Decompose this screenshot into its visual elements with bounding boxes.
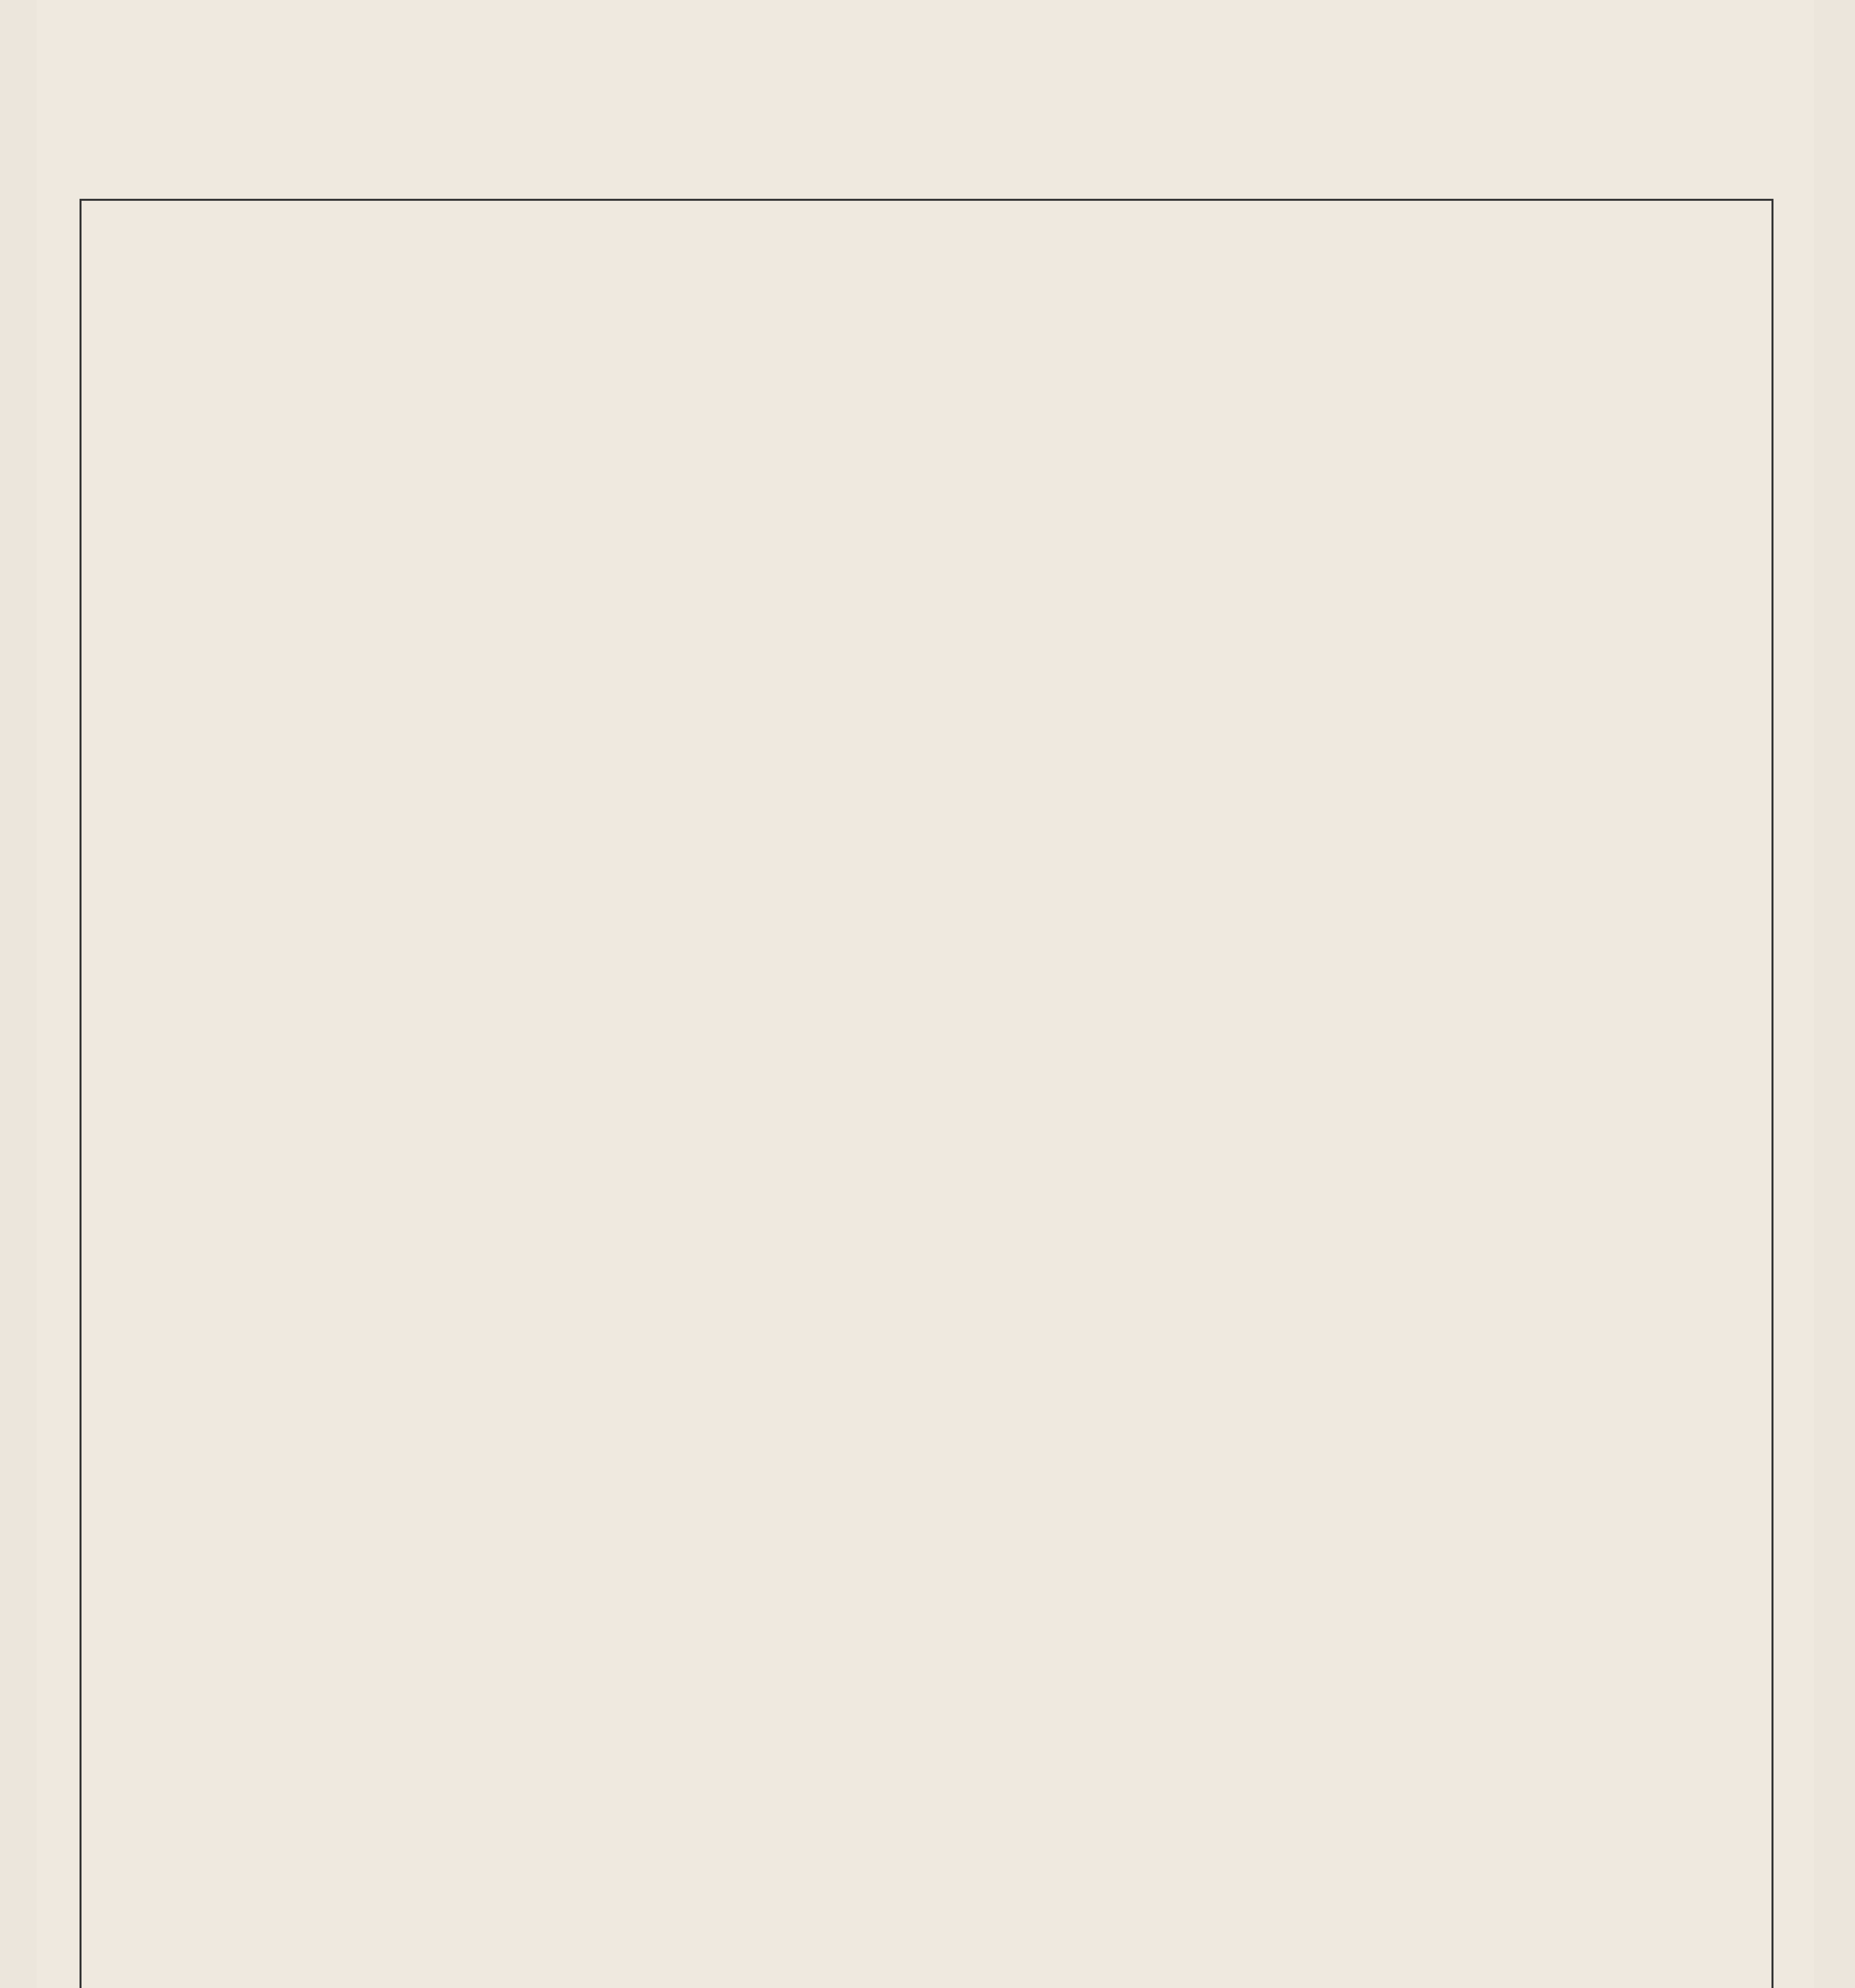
classified-grid <box>80 199 1773 1988</box>
masthead <box>314 127 1670 191</box>
